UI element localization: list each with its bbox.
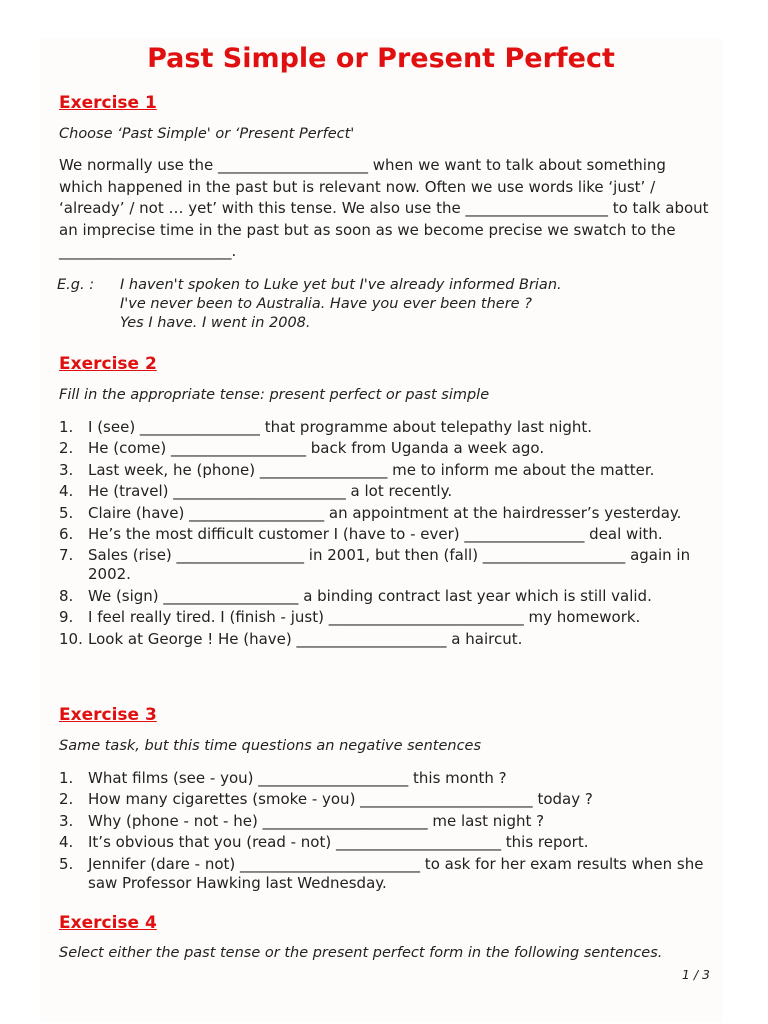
item-text: It’s obvious that you (read - not) ______________________ this report. bbox=[88, 833, 589, 852]
exercise-2-instruction: Fill in the appropriate tense: present perfect or past simple bbox=[59, 387, 490, 403]
item-number: 3. bbox=[59, 811, 74, 830]
item-number: 8. bbox=[59, 586, 74, 605]
exercise-3-heading: Exercise 3 bbox=[59, 705, 157, 725]
examples-block bbox=[57, 276, 562, 333]
item-text: Last week, he (phone) _________________ me to inform me about the matter. bbox=[88, 460, 655, 479]
exercise-1-paragraph: We normally use the ____________________ when we want to talk about something which happened in the past but is relevant now. Often we use words like ‘just’ / ‘already’ / not … yet’ with this tense. We also use the ___________________ to talk about an imprecise time in the past but as soon as we become precise we swatch to the _______________________. bbox=[59, 156, 709, 260]
item-text: I (see) ________________ that programme about telepathy last night. bbox=[88, 418, 593, 436]
list-item bbox=[59, 461, 709, 480]
item-number: 3. bbox=[59, 460, 74, 479]
item-number: 10. bbox=[59, 629, 83, 648]
item-number: 2. bbox=[59, 790, 74, 809]
item-text: Why (phone - not - he) ______________________ me last night ? bbox=[88, 811, 545, 830]
list-item bbox=[59, 546, 709, 584]
item-number: 4. bbox=[59, 482, 74, 501]
item-text: We (sign) __________________ a binding contract last year which is still valid. bbox=[88, 586, 652, 605]
item-number: 9. bbox=[59, 608, 74, 627]
exercise-1-heading: Exercise 1 bbox=[59, 93, 157, 113]
list-item bbox=[59, 608, 709, 627]
item-number: 4. bbox=[59, 833, 74, 852]
page-number: 1 / 3 bbox=[681, 967, 710, 982]
exercise-2-list bbox=[59, 418, 709, 651]
exercise-1-instruction: Choose ‘Past Simple' or ‘Present Perfect' bbox=[59, 126, 355, 142]
example-line: Yes I have. I went in 2008. bbox=[120, 315, 311, 331]
worksheet-page bbox=[40, 38, 722, 1022]
list-item bbox=[59, 855, 709, 893]
list-item bbox=[59, 482, 709, 501]
item-number: 1. bbox=[59, 769, 74, 787]
list-item bbox=[59, 504, 709, 523]
example-line: I've never been to Australia. Have you ever been there ? bbox=[120, 296, 532, 312]
list-item bbox=[59, 790, 709, 809]
item-number: 6. bbox=[59, 524, 74, 543]
list-item bbox=[59, 812, 709, 831]
item-text: How many cigarettes (smoke - you) _______________________ today ? bbox=[88, 790, 593, 809]
list-item bbox=[59, 418, 709, 437]
eg-label: E.g. : bbox=[57, 277, 95, 293]
exercise-2-heading: Exercise 2 bbox=[59, 354, 157, 374]
item-number: 5. bbox=[59, 854, 74, 873]
item-text: Claire (have) __________________ an appointment at the hairdresser’s yesterday. bbox=[88, 503, 682, 522]
item-text: I feel really tired. I (finish - just) __________________________ my homework. bbox=[88, 608, 641, 627]
list-item bbox=[59, 587, 709, 606]
item-text: He (travel) _______________________ a lot recently. bbox=[88, 482, 453, 501]
item-text: He’s the most difficult customer I (have to - ever) ________________ deal with. bbox=[88, 524, 663, 543]
list-item bbox=[59, 769, 709, 788]
item-text: Look at George ! He (have) ____________________ a haircut. bbox=[88, 629, 523, 648]
page-title: Past Simple or Present Perfect bbox=[147, 43, 615, 74]
item-number: 1. bbox=[59, 418, 74, 436]
item-text: He (come) __________________ back from Uganda a week ago. bbox=[88, 439, 545, 458]
item-text: What films (see - you) ____________________ this month ? bbox=[88, 769, 507, 787]
exercise-4-instruction: Select either the past tense or the present perfect form in the following sentences. bbox=[59, 945, 663, 961]
exercise-4-heading: Exercise 4 bbox=[59, 913, 157, 933]
item-number: 7. bbox=[59, 546, 74, 565]
example-line: I haven't spoken to Luke yet but I've already informed Brian. bbox=[120, 277, 562, 293]
list-item bbox=[59, 833, 709, 852]
item-number: 5. bbox=[59, 503, 74, 522]
item-number: 2. bbox=[59, 439, 74, 458]
list-item bbox=[59, 439, 709, 458]
list-item bbox=[59, 630, 709, 649]
exercise-3-list bbox=[59, 769, 709, 895]
item-text: Jennifer (dare - not) ________________________ to ask for her exam results when she saw Professor Hawking last Wednesday. bbox=[88, 854, 704, 892]
list-item bbox=[59, 525, 709, 544]
exercise-3-instruction: Same task, but this time questions an negative sentences bbox=[59, 738, 482, 754]
item-text: Sales (rise) _________________ in 2001, but then (fall) ___________________ again in 2002. bbox=[88, 546, 691, 584]
